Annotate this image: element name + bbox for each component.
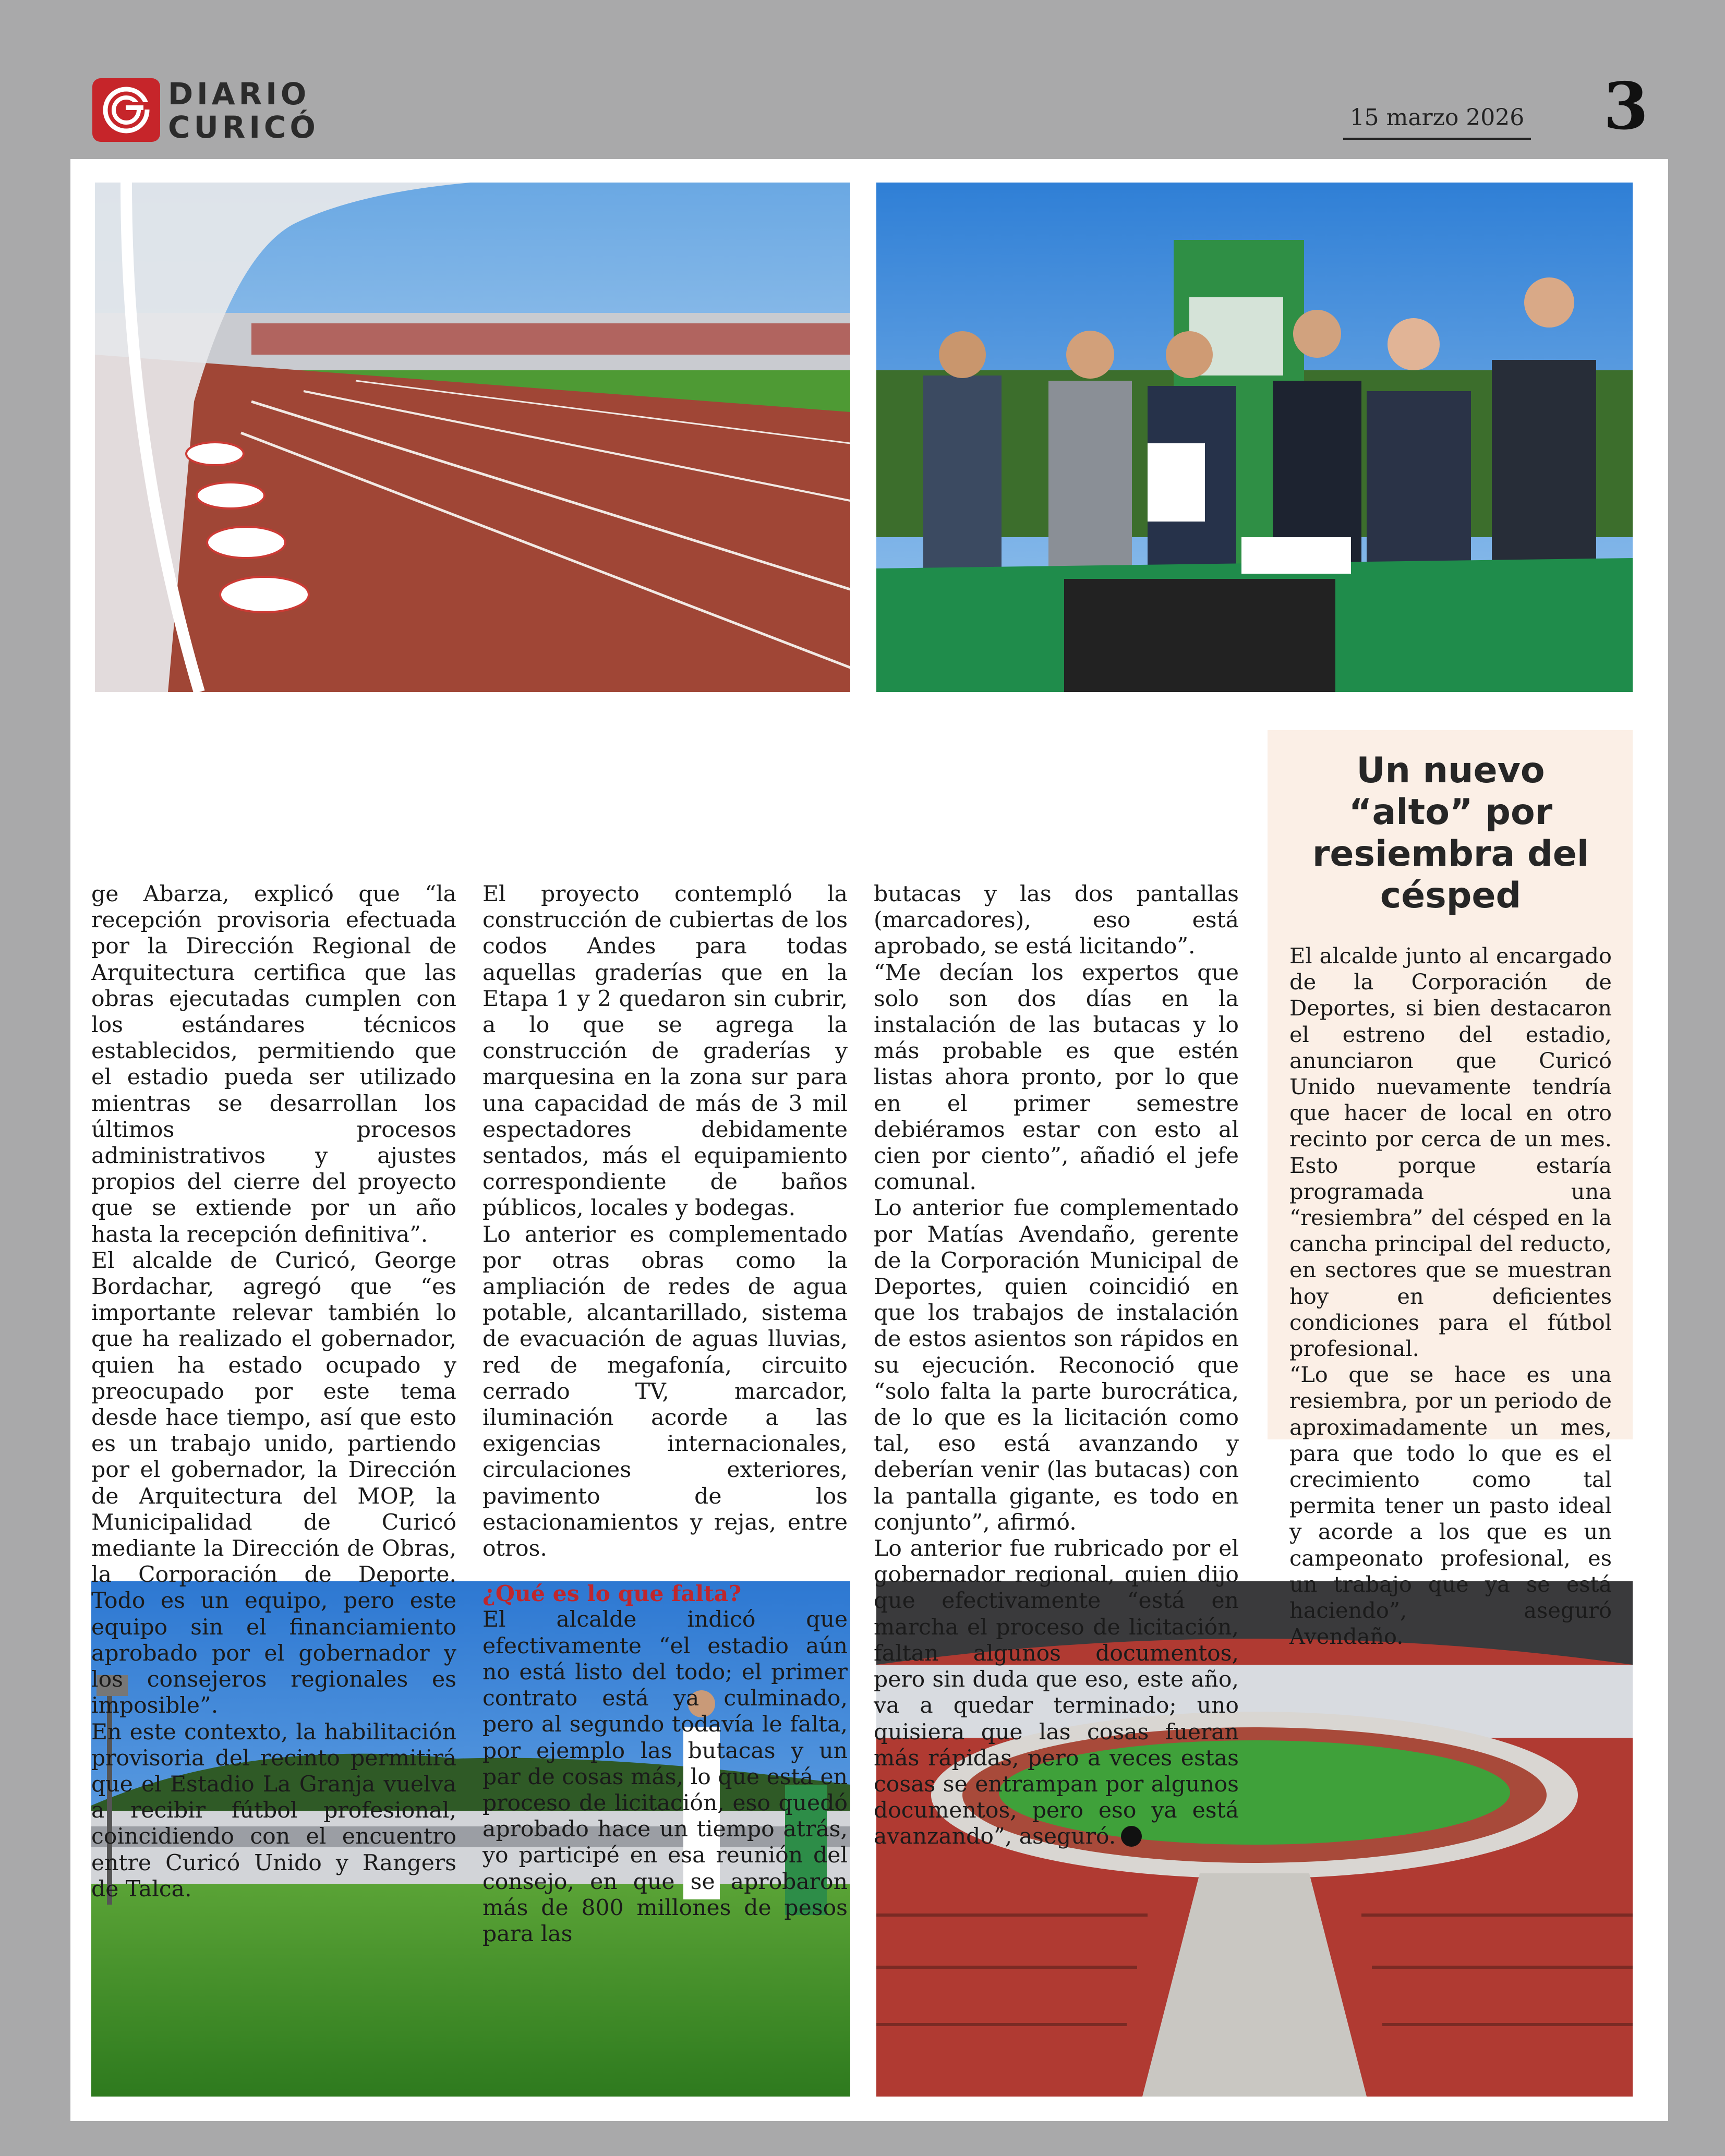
paragraph: Lo anterior fue complementado por Matías Avendaño, gerente de la Corporación Municipal de Deportes, quien coincidió en que los trabajos de instalación de estos asientos son rápidos en su ejecución. Reconoció que “solo falta la parte burocrática, de lo que es la licitación como tal, eso está avanzando y deberían venir (las butacas) con la pantalla gigante, es todo en conjunto”, afirmó.: [874, 1195, 1239, 1535]
paragraph: El proyecto contempló la construcción de cubiertas de los codos Andes para todas aquellas graderías que en la Etapa 1 y 2 quedaron sin cubrir, a lo que se agrega la construcción de graderías y marquesina en la zona sur para una capacidad de más de 3 mil espectadores debidamente sentados, más el equipamiento correspondiente de baños públicos, locales y bodegas.: [482, 881, 848, 1221]
photo-officials-signing[interactable]: [876, 183, 1633, 692]
photo-icon: [95, 183, 850, 692]
paragraph: El alcalde indicó que efectivamente “el estadio aún no está listo del todo; el primer contrato está ya culminado, pero al segundo todavía le falta, por ejemplo las butacas y un par de cosas más, lo que está en proceso de licitación, eso quedó aprobado hace un tiempo atrás, yo participé en esa reunión del consejo, en que se aprobaron más de 800 millones de pesos para las: [482, 1607, 848, 1947]
photo-icon: [876, 183, 1633, 692]
page-number: 3: [1603, 69, 1649, 144]
paragraph: El alcalde de Curicó, George Bordachar, agregó que “es importante relevar también lo que ha realizado el gobernador, quien ha estado ocupado y preocupado por este tema desde hace tiempo, así que esto es un trabajo unido, partiendo por el gobernador, la Dirección de Arquitectura del MOP, la Municipalidad de Curicó mediante la Dirección de Obras, la Corporación de Deporte. Todo es un equipo, pero este equipo sin el financiamiento aprobado por el gobernador y los consejeros regionales es imposible”.: [91, 1247, 456, 1719]
paragraph: En este contexto, la habilitación provisoria del recinto permitirá que el Estadio La Granja vuelva a recibir fútbol profesional, coincidiendo con el encuentro entre Curicó Unido y Rangers de Talca.: [91, 1719, 456, 1902]
issue-date: 15 marzo 2026: [1343, 104, 1531, 140]
diario-curico-logo-icon[interactable]: [92, 78, 160, 142]
sidebar-title: Un nuevo “alto” por resiembra del césped: [1312, 750, 1589, 916]
paragraph: ge Abarza, explicó que “la recepción provisoria efectuada por la Dirección Regional de Arquitectura certifica que las obras ejecutadas cumplen con los estándares técnicos establecidos, permitiendo que el estadio pueda ser utilizado mientras se desarrollan los últimos procesos administrativos y ajustes propios del cierre del proyecto que se extiende por un año hasta la recepción definitiva”.: [91, 881, 456, 1247]
sidebar-body: [1289, 943, 1612, 1650]
article-column-2: [482, 881, 848, 1947]
photo-stadium-track-bench[interactable]: [95, 183, 850, 692]
article-column-3: [874, 881, 1239, 1850]
paragraph: “Me decían los expertos que solo son dos días en la instalación de las butacas y lo más probable es que estén listas ahora pronto, por lo que en el primer semestre debiéramos estar con esto al cien por ciento”, añadió el jefe comunal.: [874, 960, 1239, 1195]
end-of-article-icon: [1121, 1826, 1142, 1847]
masthead: [0, 0, 1725, 159]
brand-line-2: CURICÓ: [168, 110, 319, 145]
sidebar-box: [1268, 730, 1633, 1650]
paragraph-last: [874, 1536, 1239, 1850]
article-column-1: [91, 881, 456, 1903]
page-sheet: [70, 159, 1668, 2121]
subhead: ¿Qué es lo que falta?: [482, 1581, 742, 1607]
paragraph: Lo anterior es complementado por otras obras como la ampliación de redes de agua potable, alcantarillado, sistema de evacuación de aguas lluvias, red de megafonía, circuito cerrado TV, marcador, iluminación acorde a las exigencias internacionales, circulaciones exteriores, pavimento de los estacionamientos y rejas, entre otros.: [482, 1221, 848, 1562]
paragraph: “Lo que se hace es una resiembra, por un periodo de aproximadamente un mes, para que todo lo que es el crecimiento como tal permita tener un pasto ideal y acorde a los que es un campeonato profesional, es un trabajo que ya se está haciendo”, aseguró Avendaño.: [1289, 1362, 1612, 1650]
brand-line-1: DIARIO: [168, 76, 310, 112]
paragraph: El alcalde junto al encargado de la Corporación de Deportes, si bien destacaron el estreno del estadio, anunciaron que Curicó Unido nuevamente tendría que hacer de local en otro recinto por cerca de un mes. Esto porque estaría programada una “resiembra” del césped en la cancha principal del reducto, en sectores que se muestran hoy en deficientes condiciones para el fútbol profesional.: [1289, 943, 1612, 1362]
brand-name[interactable]: [168, 77, 319, 144]
paragraph-text: Lo anterior fue rubricado por el gobernador regional, quien dijo que efectivamente “está en marcha el proceso de licitación, faltan algunos documentos, pero sin duda que eso, este año, va a quedar terminado; uno quisiera que las cosas fueran más rápidas, pero a veces estas cosas se entrampan por algunos documentos, pero eso ya está avanzando”, aseguró.: [874, 1536, 1239, 1850]
paragraph: butacas y las dos pantallas (marcadores), eso está aprobado, se está licitando”.: [874, 881, 1239, 960]
